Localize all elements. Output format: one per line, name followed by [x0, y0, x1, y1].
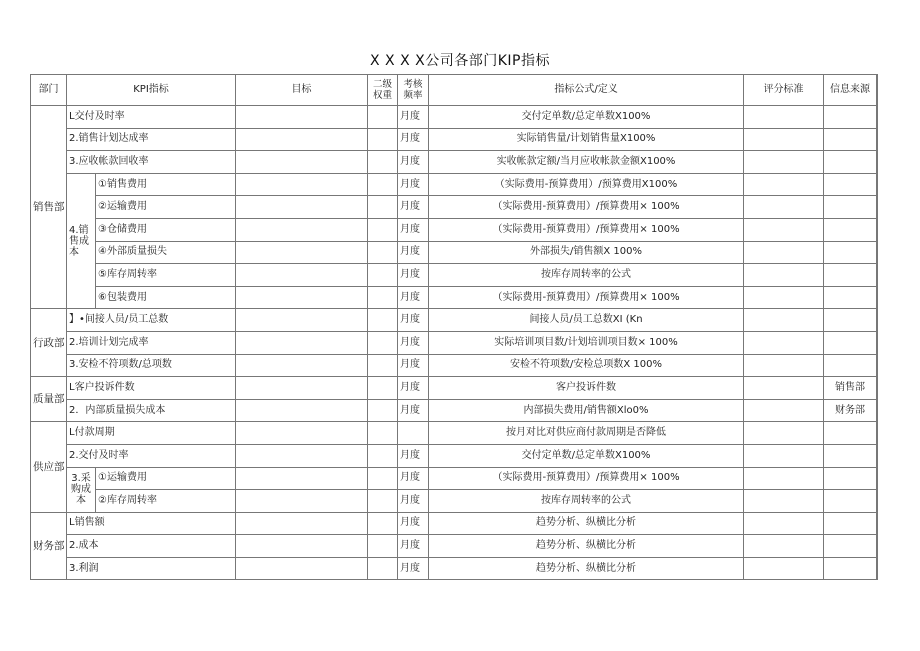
- scoring-cell: [744, 173, 824, 196]
- kpi-cell: 2.交付及时率: [67, 444, 236, 467]
- table-row: [31, 490, 878, 513]
- weight-cell: [368, 467, 398, 490]
- formula-cell: 实际销售量/计划销售量X100%: [429, 128, 744, 151]
- source-cell: [824, 128, 877, 151]
- table-row: [31, 467, 878, 490]
- remark-cell: [877, 377, 878, 400]
- target-cell: [236, 173, 368, 196]
- source-cell: [824, 557, 877, 580]
- remark-cell: [877, 490, 878, 513]
- source-cell: [824, 331, 877, 354]
- remark-cell: [877, 512, 878, 535]
- kpi-cell: ②库存周转率: [96, 490, 236, 513]
- remark-cell: [877, 444, 878, 467]
- kpi-cell: 3.应收帐款回收率: [67, 151, 236, 174]
- source-cell: [824, 512, 877, 535]
- remark-cell: [877, 309, 878, 332]
- source-cell: 销售部: [824, 377, 877, 400]
- target-cell: [236, 422, 368, 445]
- weight-cell: [368, 196, 398, 219]
- weight-cell: [368, 128, 398, 151]
- table-row: [31, 535, 878, 558]
- header-frequency: 考核频率: [398, 75, 429, 106]
- source-cell: 财务部: [824, 399, 877, 422]
- weight-cell: [368, 106, 398, 129]
- source-cell: [824, 151, 877, 174]
- kpi-cell: L交付及时率: [67, 106, 236, 129]
- kpi-cell: ②运输费用: [96, 196, 236, 219]
- scoring-cell: [744, 241, 824, 264]
- header-dept: 部门: [31, 75, 67, 106]
- formula-cell: 实收帐款定额/当月应收帐款金额X100%: [429, 151, 744, 174]
- table-row: [31, 286, 878, 309]
- kpi-cell: L付款周期: [67, 422, 236, 445]
- freq-cell: 月度: [398, 173, 429, 196]
- freq-cell: 月度: [398, 557, 429, 580]
- weight-cell: [368, 535, 398, 558]
- weight-cell: [368, 444, 398, 467]
- table-row: [31, 173, 878, 196]
- scoring-cell: [744, 512, 824, 535]
- freq-cell: 月度: [398, 264, 429, 287]
- source-cell: [824, 444, 877, 467]
- remark-cell: [877, 399, 878, 422]
- formula-cell: 实际培训项目数/计划培训项目数× 100%: [429, 331, 744, 354]
- target-cell: [236, 354, 368, 377]
- formula-cell: 客户投诉件数: [429, 377, 744, 400]
- freq-cell: 月度: [398, 512, 429, 535]
- page-title: X X X X公司各部门KIP指标: [370, 53, 550, 69]
- weight-cell: [368, 354, 398, 377]
- source-cell: [824, 354, 877, 377]
- kpi-cell: ⑤库存周转率: [96, 264, 236, 287]
- kpi-cell: 3.安检不符项数/总项数: [67, 354, 236, 377]
- formula-cell: （实际费用-预算费用）/预算费用X100%: [429, 173, 744, 196]
- supply-cost-label: 3.采购成本: [67, 467, 96, 512]
- kpi-cell: 3.利润: [67, 557, 236, 580]
- remark-cell: [877, 241, 878, 264]
- freq-cell: 月度: [398, 286, 429, 309]
- weight-cell: [368, 241, 398, 264]
- table-row: [31, 218, 878, 241]
- kpi-cell: 2.成本: [67, 535, 236, 558]
- target-cell: [236, 331, 368, 354]
- weight-cell: [368, 422, 398, 445]
- target-cell: [236, 557, 368, 580]
- header-target: 目标: [236, 75, 368, 106]
- scoring-cell: [744, 557, 824, 580]
- freq-cell: 月度: [398, 151, 429, 174]
- formula-cell: 交付定单数/总定单数X100%: [429, 106, 744, 129]
- scoring-cell: [744, 444, 824, 467]
- source-cell: [824, 218, 877, 241]
- freq-cell: 月度: [398, 354, 429, 377]
- table-row: [31, 151, 878, 174]
- kpi-cell: L销售额: [67, 512, 236, 535]
- table-row: [31, 354, 878, 377]
- table-row: [31, 196, 878, 219]
- freq-cell: 月度: [398, 377, 429, 400]
- header-formula: 指标公式/定义: [429, 75, 744, 106]
- header-source: 信息来源: [824, 75, 877, 106]
- remark-cell: [877, 286, 878, 309]
- sales-cost-label: 4.销售成本: [67, 173, 96, 309]
- formula-cell: 间接人员/员工总数XI (Kn: [429, 309, 744, 332]
- weight-cell: [368, 490, 398, 513]
- scoring-cell: [744, 331, 824, 354]
- kpi-table: [30, 74, 878, 580]
- table-row: [31, 557, 878, 580]
- freq-cell: 月度: [398, 128, 429, 151]
- freq-cell: [398, 422, 429, 445]
- kpi-cell: ④外部质量损失: [96, 241, 236, 264]
- table-header-row: [31, 75, 878, 106]
- target-cell: [236, 377, 368, 400]
- weight-cell: [368, 218, 398, 241]
- formula-cell: 安检不符项数/安检总项数X 100%: [429, 354, 744, 377]
- table-row: [31, 106, 878, 129]
- formula-cell: 外部损失/销售额X 100%: [429, 241, 744, 264]
- formula-cell: 交付定单数/总定单数X100%: [429, 444, 744, 467]
- kpi-cell: 2.销售计划达成率: [67, 128, 236, 151]
- formula-cell: 按库存周转率的公式: [429, 490, 744, 513]
- weight-cell: [368, 512, 398, 535]
- kpi-cell: 2．内部质量损失成本: [67, 399, 236, 422]
- formula-cell: 按库存周转率的公式: [429, 264, 744, 287]
- scoring-cell: [744, 377, 824, 400]
- table-row: [31, 309, 878, 332]
- source-cell: [824, 535, 877, 558]
- remark-cell: [877, 354, 878, 377]
- source-cell: [824, 106, 877, 129]
- target-cell: [236, 286, 368, 309]
- freq-cell: 月度: [398, 399, 429, 422]
- remark-cell: [877, 535, 878, 558]
- dept-quality: 质量部: [31, 377, 67, 422]
- scoring-cell: [744, 151, 824, 174]
- weight-cell: [368, 399, 398, 422]
- scoring-cell: [744, 128, 824, 151]
- freq-cell: 月度: [398, 218, 429, 241]
- remark-cell: [877, 106, 878, 129]
- table-row: [31, 422, 878, 445]
- weight-cell: [368, 377, 398, 400]
- source-cell: [824, 309, 877, 332]
- target-cell: [236, 399, 368, 422]
- remark-cell: [877, 173, 878, 196]
- freq-cell: 月度: [398, 106, 429, 129]
- freq-cell: 月度: [398, 309, 429, 332]
- scoring-cell: [744, 106, 824, 129]
- kpi-cell: ①销售费用: [96, 173, 236, 196]
- header-kpi: KPI指标: [67, 75, 236, 106]
- formula-cell: （实际费用-预算费用）/预算费用× 100%: [429, 218, 744, 241]
- remark-cell: [877, 218, 878, 241]
- table-row: [31, 264, 878, 287]
- remark-cell: [877, 467, 878, 490]
- freq-cell: 月度: [398, 331, 429, 354]
- kpi-cell: L客户投诉件数: [67, 377, 236, 400]
- remark-cell: [877, 264, 878, 287]
- target-cell: [236, 490, 368, 513]
- formula-cell: （实际费用-预算费用）/预算费用× 100%: [429, 286, 744, 309]
- remark-cell: [877, 557, 878, 580]
- formula-cell: （实际费用-预算费用）/预算费用× 100%: [429, 196, 744, 219]
- target-cell: [236, 512, 368, 535]
- remark-cell: [877, 422, 878, 445]
- header-weight: 二级权重: [368, 75, 398, 106]
- kpi-cell: ①运输费用: [96, 467, 236, 490]
- target-cell: [236, 535, 368, 558]
- source-cell: [824, 422, 877, 445]
- scoring-cell: [744, 218, 824, 241]
- weight-cell: [368, 151, 398, 174]
- remark-cell: [877, 196, 878, 219]
- remark-cell: [877, 151, 878, 174]
- table-row: [31, 128, 878, 151]
- target-cell: [236, 196, 368, 219]
- formula-cell: 趋势分析、纵横比分析: [429, 557, 744, 580]
- dept-admin: 行政部: [31, 309, 67, 377]
- source-cell: [824, 196, 877, 219]
- table-row: [31, 331, 878, 354]
- target-cell: [236, 309, 368, 332]
- formula-cell: 趋势分析、纵横比分析: [429, 535, 744, 558]
- weight-cell: [368, 309, 398, 332]
- kpi-cell: ③仓储费用: [96, 218, 236, 241]
- scoring-cell: [744, 467, 824, 490]
- scoring-cell: [744, 264, 824, 287]
- scoring-cell: [744, 535, 824, 558]
- source-cell: [824, 490, 877, 513]
- formula-cell: （实际费用-预算费用）/预算费用× 100%: [429, 467, 744, 490]
- scoring-cell: [744, 490, 824, 513]
- table-row: [31, 444, 878, 467]
- table-row: [31, 241, 878, 264]
- freq-cell: 月度: [398, 196, 429, 219]
- kpi-cell: 2.培训计划完成率: [67, 331, 236, 354]
- table-row: [31, 377, 878, 400]
- scoring-cell: [744, 286, 824, 309]
- scoring-cell: [744, 354, 824, 377]
- table-row: [31, 399, 878, 422]
- source-cell: [824, 241, 877, 264]
- scoring-cell: [744, 309, 824, 332]
- weight-cell: [368, 286, 398, 309]
- kpi-cell: ⑥包装费用: [96, 286, 236, 309]
- dept-supply: 供应部: [31, 422, 67, 512]
- formula-cell: 内部损失费用/销售额Xlo0%: [429, 399, 744, 422]
- freq-cell: 月度: [398, 241, 429, 264]
- freq-cell: 月度: [398, 490, 429, 513]
- target-cell: [236, 151, 368, 174]
- target-cell: [236, 444, 368, 467]
- source-cell: [824, 467, 877, 490]
- dept-sales: 销售部: [31, 106, 67, 309]
- weight-cell: [368, 173, 398, 196]
- header-remark: [877, 75, 878, 106]
- formula-cell: 趋势分析、纵横比分析: [429, 512, 744, 535]
- scoring-cell: [744, 422, 824, 445]
- target-cell: [236, 264, 368, 287]
- weight-cell: [368, 264, 398, 287]
- source-cell: [824, 286, 877, 309]
- target-cell: [236, 128, 368, 151]
- source-cell: [824, 264, 877, 287]
- source-cell: [824, 173, 877, 196]
- target-cell: [236, 106, 368, 129]
- weight-cell: [368, 557, 398, 580]
- target-cell: [236, 467, 368, 490]
- freq-cell: 月度: [398, 535, 429, 558]
- table-row: [31, 512, 878, 535]
- target-cell: [236, 218, 368, 241]
- freq-cell: 月度: [398, 444, 429, 467]
- remark-cell: [877, 331, 878, 354]
- dept-finance: 财务部: [31, 512, 67, 580]
- kpi-cell: 】•间接人员/员工总数: [67, 309, 236, 332]
- scoring-cell: [744, 399, 824, 422]
- formula-cell: 按月对比对供应商付款周期是否降低: [429, 422, 744, 445]
- scoring-cell: [744, 196, 824, 219]
- header-scoring: 评分标准: [744, 75, 824, 106]
- freq-cell: 月度: [398, 467, 429, 490]
- target-cell: [236, 241, 368, 264]
- weight-cell: [368, 331, 398, 354]
- remark-cell: [877, 128, 878, 151]
